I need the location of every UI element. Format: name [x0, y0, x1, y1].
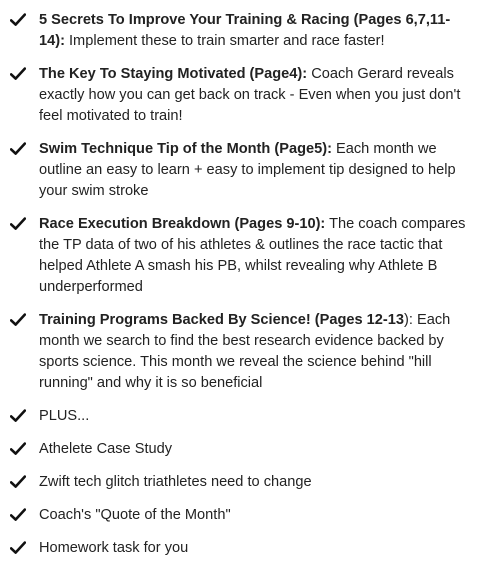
item-description: ): Each month we search to find the best research evidence backed by sports science. This month we reveal the science behind "hill running" and why it is so beneficial	[39, 312, 451, 391]
item-description: PLUS...	[39, 408, 90, 424]
item-description: Each month we outline an easy to learn + easy to implement tip designed to help your swim stroke	[39, 141, 456, 199]
list-item	[10, 310, 472, 394]
check-icon	[10, 217, 26, 231]
check-icon	[10, 67, 26, 81]
item-heading: 5 Secrets To Improve Your Training & Racing (Pages 6,7,11-14):	[39, 12, 451, 49]
item-description: Coach Gerard reveals exactly how you can get back on track - Even when you just don't feel motivated to train!	[39, 66, 461, 124]
check-icon	[10, 313, 26, 327]
check-icon	[10, 13, 26, 27]
item-description: The coach compares the TP data of two of his athletes & outlines the race tactic that helped Athlete A smash his PB, whilst revealing why Athlete B underperformed	[39, 216, 466, 295]
item-description: Implement these to train smarter and race faster!	[64, 33, 385, 49]
item-heading: Race Execution Breakdown (Pages 9-10):	[39, 216, 326, 232]
item-heading: Swim Technique Tip of the Month (Page5):	[39, 141, 332, 157]
check-icon	[10, 508, 26, 522]
list-item	[10, 139, 472, 202]
item-description: Zwift tech glitch triathletes need to change	[39, 474, 312, 490]
list-item	[10, 505, 472, 526]
list-item	[10, 406, 472, 427]
item-description: Coach's "Quote of the Month"	[39, 507, 231, 523]
check-icon	[10, 409, 26, 423]
list-item	[10, 538, 472, 559]
check-icon	[10, 541, 26, 555]
check-icon	[10, 475, 26, 489]
item-description: Homework task for you	[39, 540, 189, 556]
item-heading: The Key To Staying Motivated (Page4):	[39, 66, 308, 82]
list-item	[10, 214, 472, 298]
check-icon	[10, 442, 26, 456]
list-item	[10, 472, 472, 493]
item-heading: Training Programs Backed By Science! (Pages 12-13	[39, 312, 405, 328]
list-item	[10, 439, 472, 460]
list-item	[10, 10, 472, 52]
item-description: Athelete Case Study	[39, 441, 173, 457]
check-icon	[10, 142, 26, 156]
list-item	[10, 64, 472, 127]
